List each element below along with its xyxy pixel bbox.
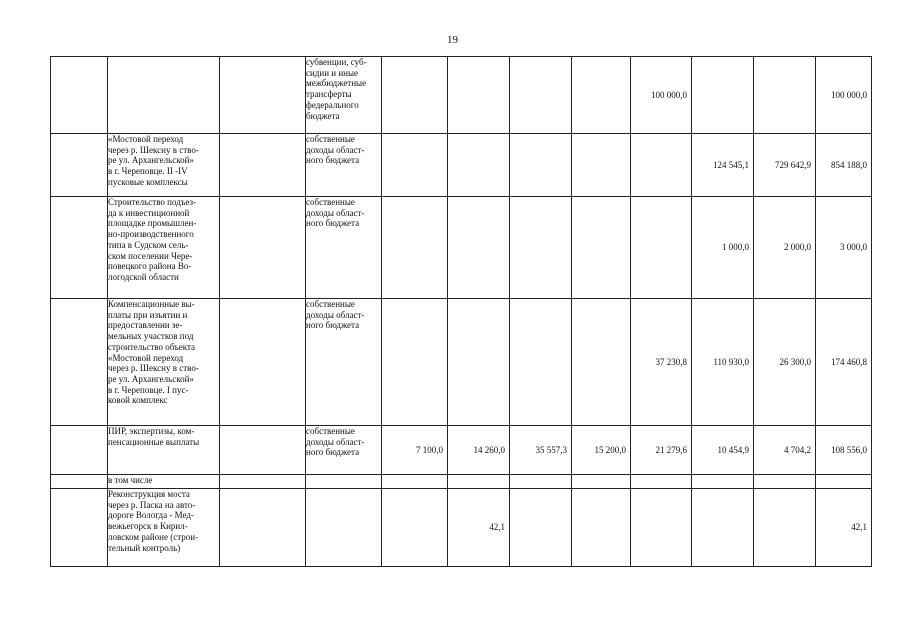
cell-text-line: пенсационные выплаты xyxy=(108,436,200,447)
year-value-cell: 35 557,3 xyxy=(510,426,572,475)
cell-text-line: через р. Шексну в ство- xyxy=(108,363,199,374)
cell-text-line: доходы област- xyxy=(306,436,365,447)
year-value-cell xyxy=(631,475,692,489)
cell-text-line: дороге Вологда - Мед- xyxy=(108,510,194,521)
table-row xyxy=(51,475,872,489)
year-value-cell xyxy=(510,489,572,567)
cell-text-line: ре ул. Архангельской» xyxy=(108,155,194,166)
year-value-cell xyxy=(572,489,631,567)
table-row xyxy=(51,197,872,299)
funding-source-cell xyxy=(306,426,382,475)
funding-source-cell xyxy=(306,489,382,567)
year-value-cell: 42,1 xyxy=(448,489,510,567)
object-name-cell xyxy=(108,197,220,299)
cell-text-line: но-производственного xyxy=(108,229,194,240)
year-value-cell xyxy=(692,489,754,567)
cell-text-line: ного бюджета xyxy=(306,218,360,229)
year-value-cell xyxy=(382,299,448,426)
cell-text-line: собственные xyxy=(306,299,355,309)
year-value-cell xyxy=(572,57,631,134)
cell-text-line: ПИР, экспертизы, ком- xyxy=(108,426,195,436)
cell-text-line: повецкого района Во- xyxy=(108,261,192,272)
cell-text-line: в том числе xyxy=(108,475,153,485)
year-value-cell xyxy=(510,475,572,489)
cell-text-line: субвенции, суб- xyxy=(306,57,367,67)
table-row xyxy=(51,426,872,475)
year-value-cell xyxy=(448,299,510,426)
cell-text-line: ного бюджета xyxy=(306,320,360,331)
cell-text-line: ного бюджета xyxy=(306,155,360,166)
year-value-cell: 729 642,9 xyxy=(754,134,816,197)
cell-text-line: типа в Судском сель- xyxy=(108,239,189,250)
year-value-cell xyxy=(382,197,448,299)
total-value-cell: 3 000,0 xyxy=(816,197,872,299)
blank-cell xyxy=(51,489,108,567)
year-value-cell xyxy=(382,57,448,134)
year-value-cell: 100 000,0 xyxy=(631,57,692,134)
cell-text-line: собственные xyxy=(306,197,355,207)
cell-text-line: платы при изъятии и xyxy=(108,309,188,320)
cell-text-line: «Мостовой переход xyxy=(108,352,184,363)
year-value-cell: 110 930,0 xyxy=(692,299,754,426)
object-name-cell xyxy=(108,134,220,197)
cell-text-line: трансферты xyxy=(306,89,352,100)
year-value-cell xyxy=(382,489,448,567)
year-value-cell xyxy=(631,197,692,299)
year-value-cell xyxy=(754,57,816,134)
year-value-cell xyxy=(754,489,816,567)
cell-text-line: через р. Паска на авто- xyxy=(108,499,196,510)
cell-text-line: доходы област- xyxy=(306,144,365,155)
year-value-cell xyxy=(510,57,572,134)
year-value-cell xyxy=(572,134,631,197)
year-value-cell: 1 000,0 xyxy=(692,197,754,299)
year-value-cell xyxy=(510,134,572,197)
object-name-cell xyxy=(108,57,220,134)
object-name-cell xyxy=(108,489,220,567)
cell-text-line: в г. Череповце. II -IV xyxy=(108,166,188,177)
year-value-cell: 10 454,9 xyxy=(692,426,754,475)
cell-text-line: ре ул. Архангельской» xyxy=(108,373,194,384)
cell-text-line: тельный контроль) xyxy=(108,542,181,553)
cell-text-line: собственные xyxy=(306,134,355,144)
cell-text-line: логодской области xyxy=(108,271,179,282)
blank-cell xyxy=(51,57,108,134)
year-value-cell xyxy=(382,475,448,489)
blank-cell xyxy=(220,426,306,475)
blank-cell xyxy=(220,197,306,299)
cell-text-line: площадке промышлен- xyxy=(108,218,197,229)
year-value-cell: 21 279,6 xyxy=(631,426,692,475)
year-value-cell: 124 545,1 xyxy=(692,134,754,197)
cell-text-line: строительство объекта xyxy=(108,341,196,352)
year-value-cell: 26 300,0 xyxy=(754,299,816,426)
year-value-cell xyxy=(572,475,631,489)
cell-text-line: «Мостовой переход xyxy=(108,134,184,144)
year-value-cell xyxy=(510,299,572,426)
funding-source-cell xyxy=(306,197,382,299)
cell-text-line: пусковые комплексы xyxy=(108,176,188,187)
budget-table xyxy=(50,56,872,567)
total-value-cell: 42,1 xyxy=(816,489,872,567)
funding-source-cell xyxy=(306,57,382,134)
cell-text-line: собственные xyxy=(306,426,355,436)
object-name-cell xyxy=(108,426,220,475)
cell-text-line: межбюджетные xyxy=(306,78,367,89)
year-value-cell xyxy=(754,475,816,489)
year-value-cell xyxy=(572,197,631,299)
year-value-cell xyxy=(631,489,692,567)
funding-source-cell xyxy=(306,475,382,489)
table-row xyxy=(51,489,872,567)
cell-text-line: федерального xyxy=(306,99,359,110)
cell-text-line: через р. Шексну в ство- xyxy=(108,144,199,155)
year-value-cell: 37 230,8 xyxy=(631,299,692,426)
blank-cell xyxy=(220,489,306,567)
cell-text-line: мельных участков под xyxy=(108,331,194,342)
cell-text-line: Реконструкция моста xyxy=(108,489,190,499)
cell-text-line: в г. Череповце. I пус- xyxy=(108,384,189,395)
funding-source-cell xyxy=(306,134,382,197)
blank-cell xyxy=(220,57,306,134)
year-value-cell xyxy=(510,197,572,299)
year-value-cell: 2 000,0 xyxy=(754,197,816,299)
blank-cell xyxy=(220,475,306,489)
blank-cell xyxy=(51,426,108,475)
blank-cell xyxy=(220,299,306,426)
cell-text-line: ковой комплекс xyxy=(108,395,168,406)
year-value-cell xyxy=(448,57,510,134)
year-value-cell: 14 260,0 xyxy=(448,426,510,475)
object-name-cell xyxy=(108,475,220,489)
total-value-cell: 174 460,8 xyxy=(816,299,872,426)
blank-cell xyxy=(220,134,306,197)
table-row xyxy=(51,299,872,426)
year-value-cell xyxy=(382,134,448,197)
year-value-cell: 4 704,2 xyxy=(754,426,816,475)
year-value-cell xyxy=(448,197,510,299)
blank-cell xyxy=(51,299,108,426)
cell-text-line: ском поселении Чере- xyxy=(108,250,193,261)
cell-text-line: ловском районе (строи- xyxy=(108,531,199,542)
table-row xyxy=(51,57,872,134)
table-row xyxy=(51,134,872,197)
year-value-cell xyxy=(448,475,510,489)
page-number: 19 xyxy=(447,34,458,46)
year-value-cell xyxy=(692,57,754,134)
year-value-cell: 15 200,0 xyxy=(572,426,631,475)
cell-text-line: предоставлении зе- xyxy=(108,320,183,331)
total-value-cell xyxy=(816,475,872,489)
cell-text-line: Строительство подъез- xyxy=(108,197,197,207)
blank-cell xyxy=(51,134,108,197)
blank-cell xyxy=(51,475,108,489)
cell-text-line: вежьегорск в Кирил- xyxy=(108,521,188,532)
year-value-cell xyxy=(572,299,631,426)
cell-text-line: бюджета xyxy=(306,110,340,121)
blank-cell xyxy=(51,197,108,299)
year-value-cell xyxy=(448,134,510,197)
funding-source-cell xyxy=(306,299,382,426)
cell-text-line: доходы област- xyxy=(306,207,365,218)
total-value-cell: 100 000,0 xyxy=(816,57,872,134)
cell-text-line: да к инвестиционной xyxy=(108,207,190,218)
cell-text-line: Компенсационные вы- xyxy=(108,299,195,309)
cell-text-line: сидии и иные xyxy=(306,67,359,78)
total-value-cell: 108 556,0 xyxy=(816,426,872,475)
object-name-cell xyxy=(108,299,220,426)
year-value-cell: 7 100,0 xyxy=(382,426,448,475)
cell-text-line: доходы област- xyxy=(306,309,365,320)
cell-text-line: ного бюджета xyxy=(306,447,360,458)
year-value-cell xyxy=(631,134,692,197)
year-value-cell xyxy=(692,475,754,489)
total-value-cell: 854 188,0 xyxy=(816,134,872,197)
